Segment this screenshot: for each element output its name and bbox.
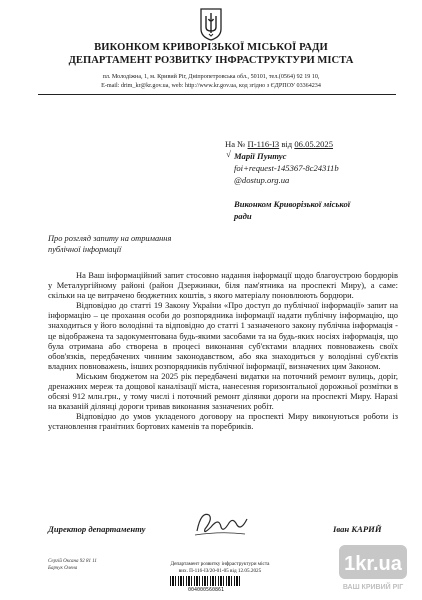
watermark-text: 1kr.ua bbox=[344, 553, 402, 575]
check-mark-icon: √ bbox=[226, 149, 231, 159]
registration-number: вих. П-116-ІЗ/20-01-05 від 12.05.2025 bbox=[178, 568, 262, 574]
reply-number: П-116-ІЗ bbox=[247, 139, 280, 149]
contact-line: E-mail: drim_kr@kr.gov.ua, web: http://www.kr.gov.ua, код згідно з ЄДРПОУ 03364234 bbox=[101, 83, 321, 89]
reply-reference bbox=[225, 139, 333, 149]
barcode bbox=[170, 576, 242, 586]
barcode-number: 004000560861 bbox=[187, 587, 225, 593]
executor-line1: Сергій Оксана 92 81 11 bbox=[48, 559, 97, 564]
header-divider bbox=[38, 94, 396, 95]
department-name: ДЕПАРТАМЕНТ РОЗВИТКУ ІНФРАСТРУКТУРИ МІСТА bbox=[68, 55, 354, 66]
recipient-email-line1: foi+request-145367-8c24311b bbox=[234, 163, 339, 173]
recipient-org-line2: ради bbox=[234, 211, 252, 221]
recipient-name: Марії Пунтус bbox=[234, 151, 287, 161]
subject-line1: Про розгляд запиту на отримання bbox=[48, 234, 172, 243]
reply-date: 06.05.2025 bbox=[294, 139, 334, 149]
executor-line2: Барчук Олена bbox=[48, 566, 78, 571]
reply-prefix: На № bbox=[225, 139, 246, 149]
watermark-subtext: ВАШ КРИВИЙ РІГ bbox=[342, 584, 404, 591]
paragraph-budget: Міським бюджетом на 2025 рік передбачені видатки на поточний ремонт вулиць, доріг, дренажних мереж та дощової каналізації міста, нанесення горизонтальної дорожньої розмітки в обсязі 912 млн.грн., у тому числі і поточний ремонт ділянки дороги на проспекті Миру. Наразі на вказаній ділянці дороги тривав виконання зазначених робіт. bbox=[48, 370, 398, 412]
reply-date-prefix: від bbox=[281, 139, 293, 149]
paragraph-law: Відповідно до статті 19 Закону України «Про доступ до публічної інформації» запит на інформацію – це прохання особи до розпорядника інформації надати публічну інформацію, що знаходиться у його володінні та відповідно до статті 1 зазначеного закону публічна інформація - це відображена та задокументована будь-якими засобами та на будь-яких носіях інформація, що була отримана або створена в процесі виконання суб'єктами владних повноважень своїх обов'язків, передбачених чинним законодавством, або яка знаходиться у володінні суб'єктів владних повноважень, інших розпорядників публічної інформації, визначених цим Законом. bbox=[48, 300, 398, 371]
council-name: ВИКОНКОМ КРИВОРІЗЬКОЇ МІСЬКОЇ РАДИ bbox=[94, 42, 328, 53]
signatory-position: Директор департаменту bbox=[48, 524, 146, 534]
recipient-email-line2: @dostup.org.ua bbox=[234, 175, 290, 185]
paragraph-request: На Ваш інформаційний запит стосовно надання інформації щодо благоустрою бордюрів у Металургійному районі (район Дзержинки, біля пам'ятника на проспекті Миру), а саме: скільки на це витрачено бюджетних коштів, з якого матеріалу поновлюють бордюри. bbox=[48, 270, 398, 301]
recipient-org-line1: Виконком Криворізької міської bbox=[234, 199, 351, 209]
handwritten-signature bbox=[191, 505, 251, 541]
site-logo-watermark bbox=[337, 541, 409, 593]
address-line: пл. Молодіжна, 1, м. Кривий Ріг, Дніпропетровська обл., 50101, тел.(0564) 92 19 10, bbox=[102, 74, 320, 80]
subject-line2: публічної інформації bbox=[48, 245, 122, 254]
signatory-name: Іван КАРИЙ bbox=[333, 524, 382, 534]
registration-department: Департамент розвитку інфраструктури міста bbox=[170, 561, 270, 567]
trident-emblem-icon bbox=[199, 7, 223, 41]
letter-body bbox=[48, 270, 398, 432]
paragraph-contract: Відповідно до умов укладеного договору на проспекті Миру виконуються роботи із установлення гранітних бортових каменів та поребриків. bbox=[48, 411, 398, 432]
